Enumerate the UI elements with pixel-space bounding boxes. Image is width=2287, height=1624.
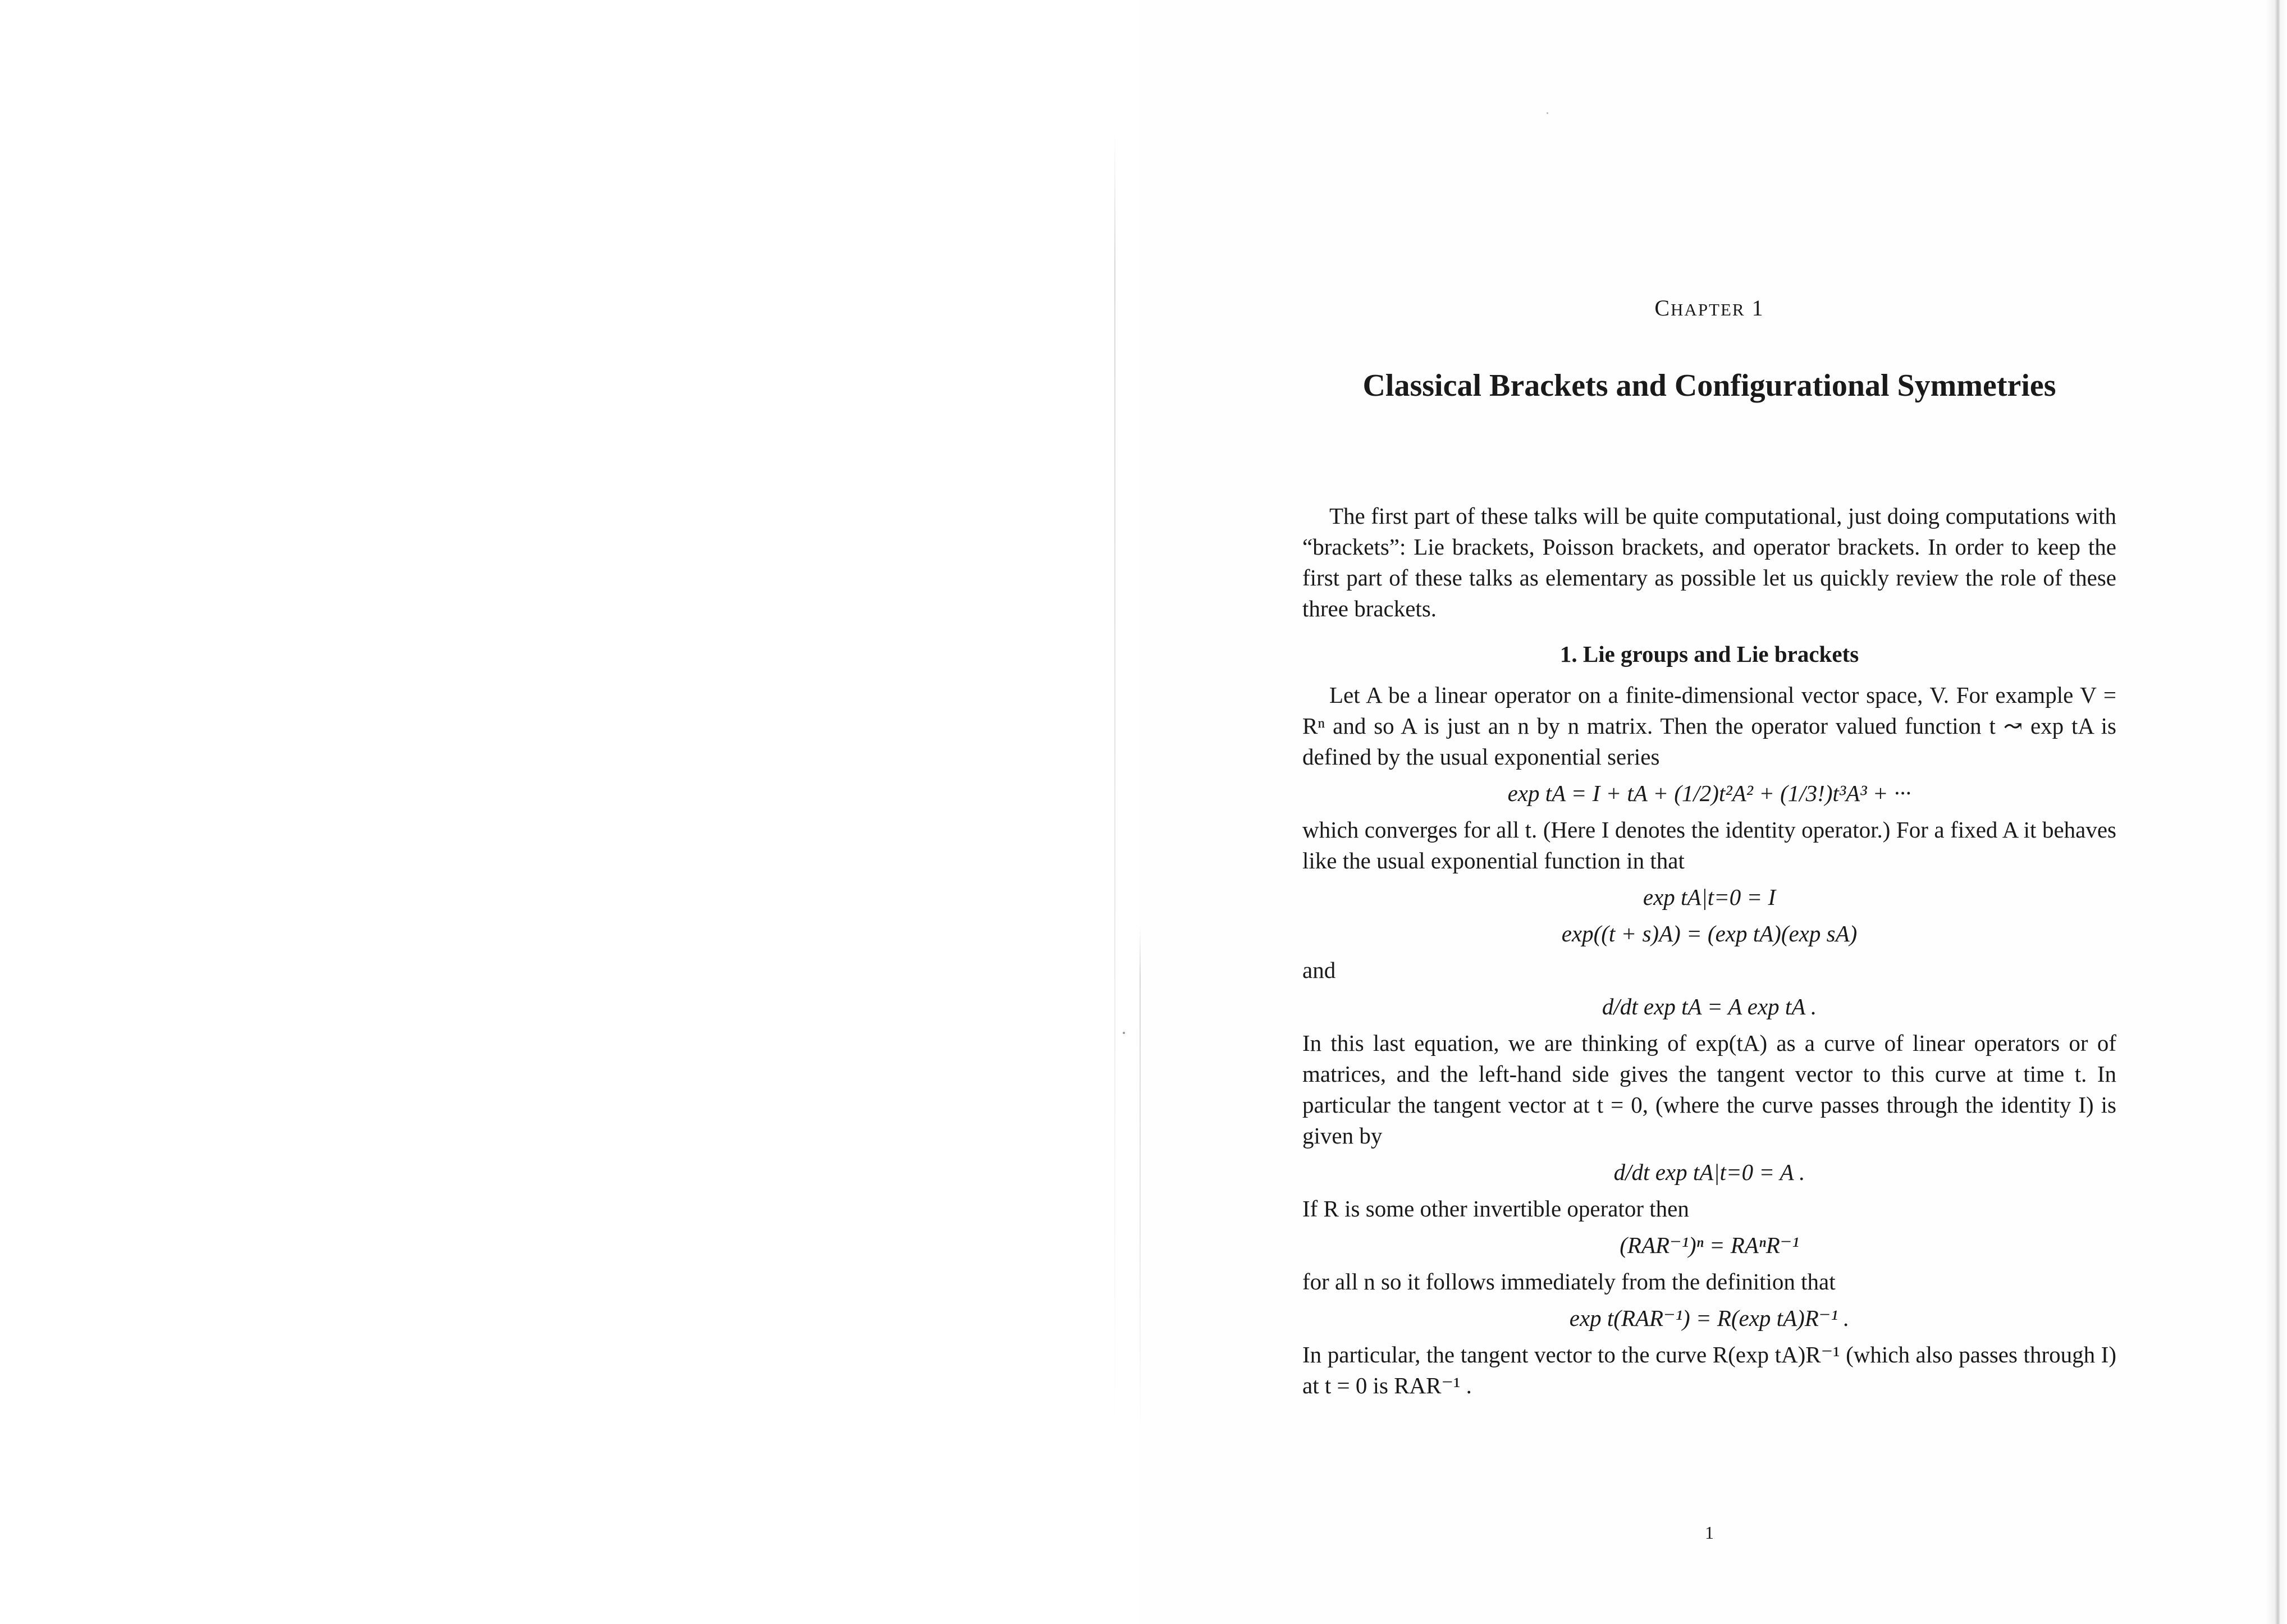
page-number: 1 <box>1705 1522 1714 1543</box>
page-body <box>1302 501 2116 1401</box>
chapter-label <box>1302 295 2116 321</box>
dust-speck <box>1123 1032 1125 1034</box>
chapter-title: Classical Brackets and Configurational Symmetries <box>1362 368 2056 403</box>
right-page <box>1302 0 2116 1624</box>
paragraph: which converges for all t. (Here I denotes the identity operator.) For a fixed A it behaves like the usual exponential function in that <box>1302 817 2116 873</box>
equation: d/dt exp tA|t=0 = A . <box>1613 1159 1805 1185</box>
equation: (RAR⁻¹)ⁿ = RAⁿR⁻¹ <box>1620 1232 1799 1258</box>
equation: exp((t + s)A) = (exp tA)(exp sA) <box>1561 921 1858 946</box>
equation: exp tA = I + tA + (1/2)t²A² + (1/3!)t³A³ + ··· <box>1507 780 1911 806</box>
chapter-label-rest: HAPTER <box>1671 300 1745 319</box>
paragraph: Let A be a linear operator on a finite-dimensional vector space, V. For example V = Rⁿ and so A is just an n by n matrix. Then the operator valued function t ↝ exp tA is defined by the usual exponential series <box>1302 682 2116 770</box>
chapter-number: 1 <box>1751 295 1764 321</box>
blank-left-page <box>0 0 1140 1624</box>
intro-paragraph: The first part of these talks will be quite computational, just doing computations with “brackets”: Lie brackets, Poisson brackets, and operator brackets. In order to keep the first part of these talks as elementary as possible let us quickly review the role of these three brackets. <box>1302 503 2116 621</box>
paragraph: for all n so it follows immediately from the definition that <box>1302 1269 1836 1294</box>
paragraph: and <box>1302 957 1336 983</box>
equation: exp t(RAR⁻¹) = R(exp tA)R⁻¹ . <box>1569 1305 1850 1331</box>
paragraph: In this last equation, we are thinking of exp(tA) as a curve of linear operators or of matrices, and the left-hand side gives the tangent vector to this curve at time t. In particular the tangent vector at t = 0, (where the curve passes through the identity I) is given by <box>1302 1030 2116 1149</box>
chapter-label-initial: C <box>1654 295 1671 321</box>
section-heading: 1. Lie groups and Lie brackets <box>1559 641 1859 667</box>
paragraph: In particular, the tangent vector to the curve R(exp tA)R⁻¹ (which also passes through I) at t = 0 is RAR⁻¹ . <box>1302 1342 2116 1398</box>
paragraph: If R is some other invertible operator then <box>1302 1196 1689 1222</box>
page-edge-shadow <box>2265 0 2287 1624</box>
gutter-shadow <box>1114 135 1115 1426</box>
equation: d/dt exp tA = A exp tA . <box>1602 994 1817 1019</box>
equation: exp tA|t=0 = I <box>1643 884 1776 910</box>
gutter-shadow <box>1140 926 1141 1431</box>
